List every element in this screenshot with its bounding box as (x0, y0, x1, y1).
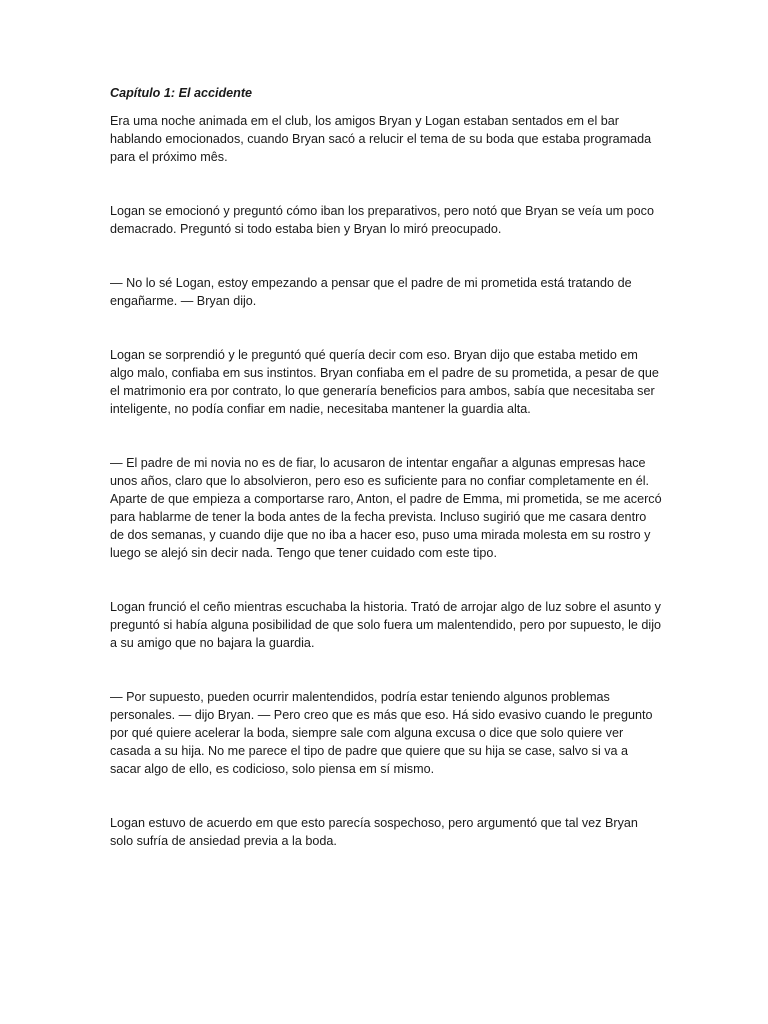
paragraph-4: Logan se sorprendió y le preguntó qué quería decir com eso. Bryan dijo que estaba metido em algo malo, confiaba em sus instintos. Bryan confiaba em el padre de su prometida, a pesar de que el matrimonio era por contrato, lo que generaría beneficios para ambos, sabía que necesitaba ser inteligente, no podía confiar em nadie, necesitaba mantener la guardia alta. (110, 348, 659, 416)
paragraph-6: Logan frunció el ceño mientras escuchaba la historia. Trató de arrojar algo de luz sobre el asunto y preguntó si había alguna posibilidad de que solo fuera um malentendido, pero por supuesto, le dijo a su amigo que no bajara la guardia. (110, 600, 662, 650)
paragraph-2: Logan se emocionó y preguntó cómo iban los preparativos, pero notó que Bryan se veía um poco demacrado. Preguntó si todo estaba bien y Bryan lo miró preocupado. (110, 204, 654, 236)
paragraph-5: — El padre de mi novia no es de fiar, lo acusaron de intentar engañar a algunas empresas hace unos años, claro que lo absolvieron, pero eso es suficiente para no confiar completamente en él. Aparte de que empieza a comportarse raro, Anton, el padre de Emma, mi prometida, se me acercó para hablarme de tener la boda antes de la fecha prevista. Incluso sugirió que me casara dentro de dos semanas, y cuando dije que no iba a hacer eso, puso uma mirada molesta em su rostro y luego se alejó sin decir nada. Tengo que tener cuidado com este tipo. (110, 456, 662, 560)
paragraph-3: — No lo sé Logan, estoy empezando a pensar que el padre de mi prometida está tratando de engañarme. — Bryan dijo. (110, 276, 632, 308)
document-body (110, 84, 662, 850)
paragraph-gap (110, 778, 662, 814)
paragraph-1: Era uma noche animada em el club, los amigos Bryan y Logan estaban sentados em el bar hablando emocionados, cuando Bryan sacó a relucir el tema de su boda que estaba programada para el próximo mês. (110, 114, 652, 164)
paragraph-8: Logan estuvo de acuerdo em que esto parecía sospechoso, pero argumentó que tal vez Bryan solo sufría de ansiedad previa a la boda. (110, 816, 638, 848)
paragraph-gap (110, 418, 662, 454)
paragraph-gap (110, 652, 662, 688)
paragraph-gap (110, 562, 662, 598)
chapter-title: Capítulo 1: El accidente (110, 86, 253, 100)
paragraph-gap (110, 238, 662, 274)
paragraph-gap (110, 166, 662, 202)
paragraph-gap (110, 310, 662, 346)
paragraph-7: — Por supuesto, pueden ocurrir malentendidos, podría estar teniendo algunos problemas personales. — dijo Bryan. — Pero creo que es más que eso. Há sido evasivo cuando le pregunto por qué quiere acelerar la boda, siempre sale com alguna excusa o dice que solo quiere ver casada a su hija. No me parece el tipo de padre que quiere que su hija se case, salvo si va a sacar algo de ello, es codicioso, solo piensa em sí mismo. (110, 690, 653, 776)
